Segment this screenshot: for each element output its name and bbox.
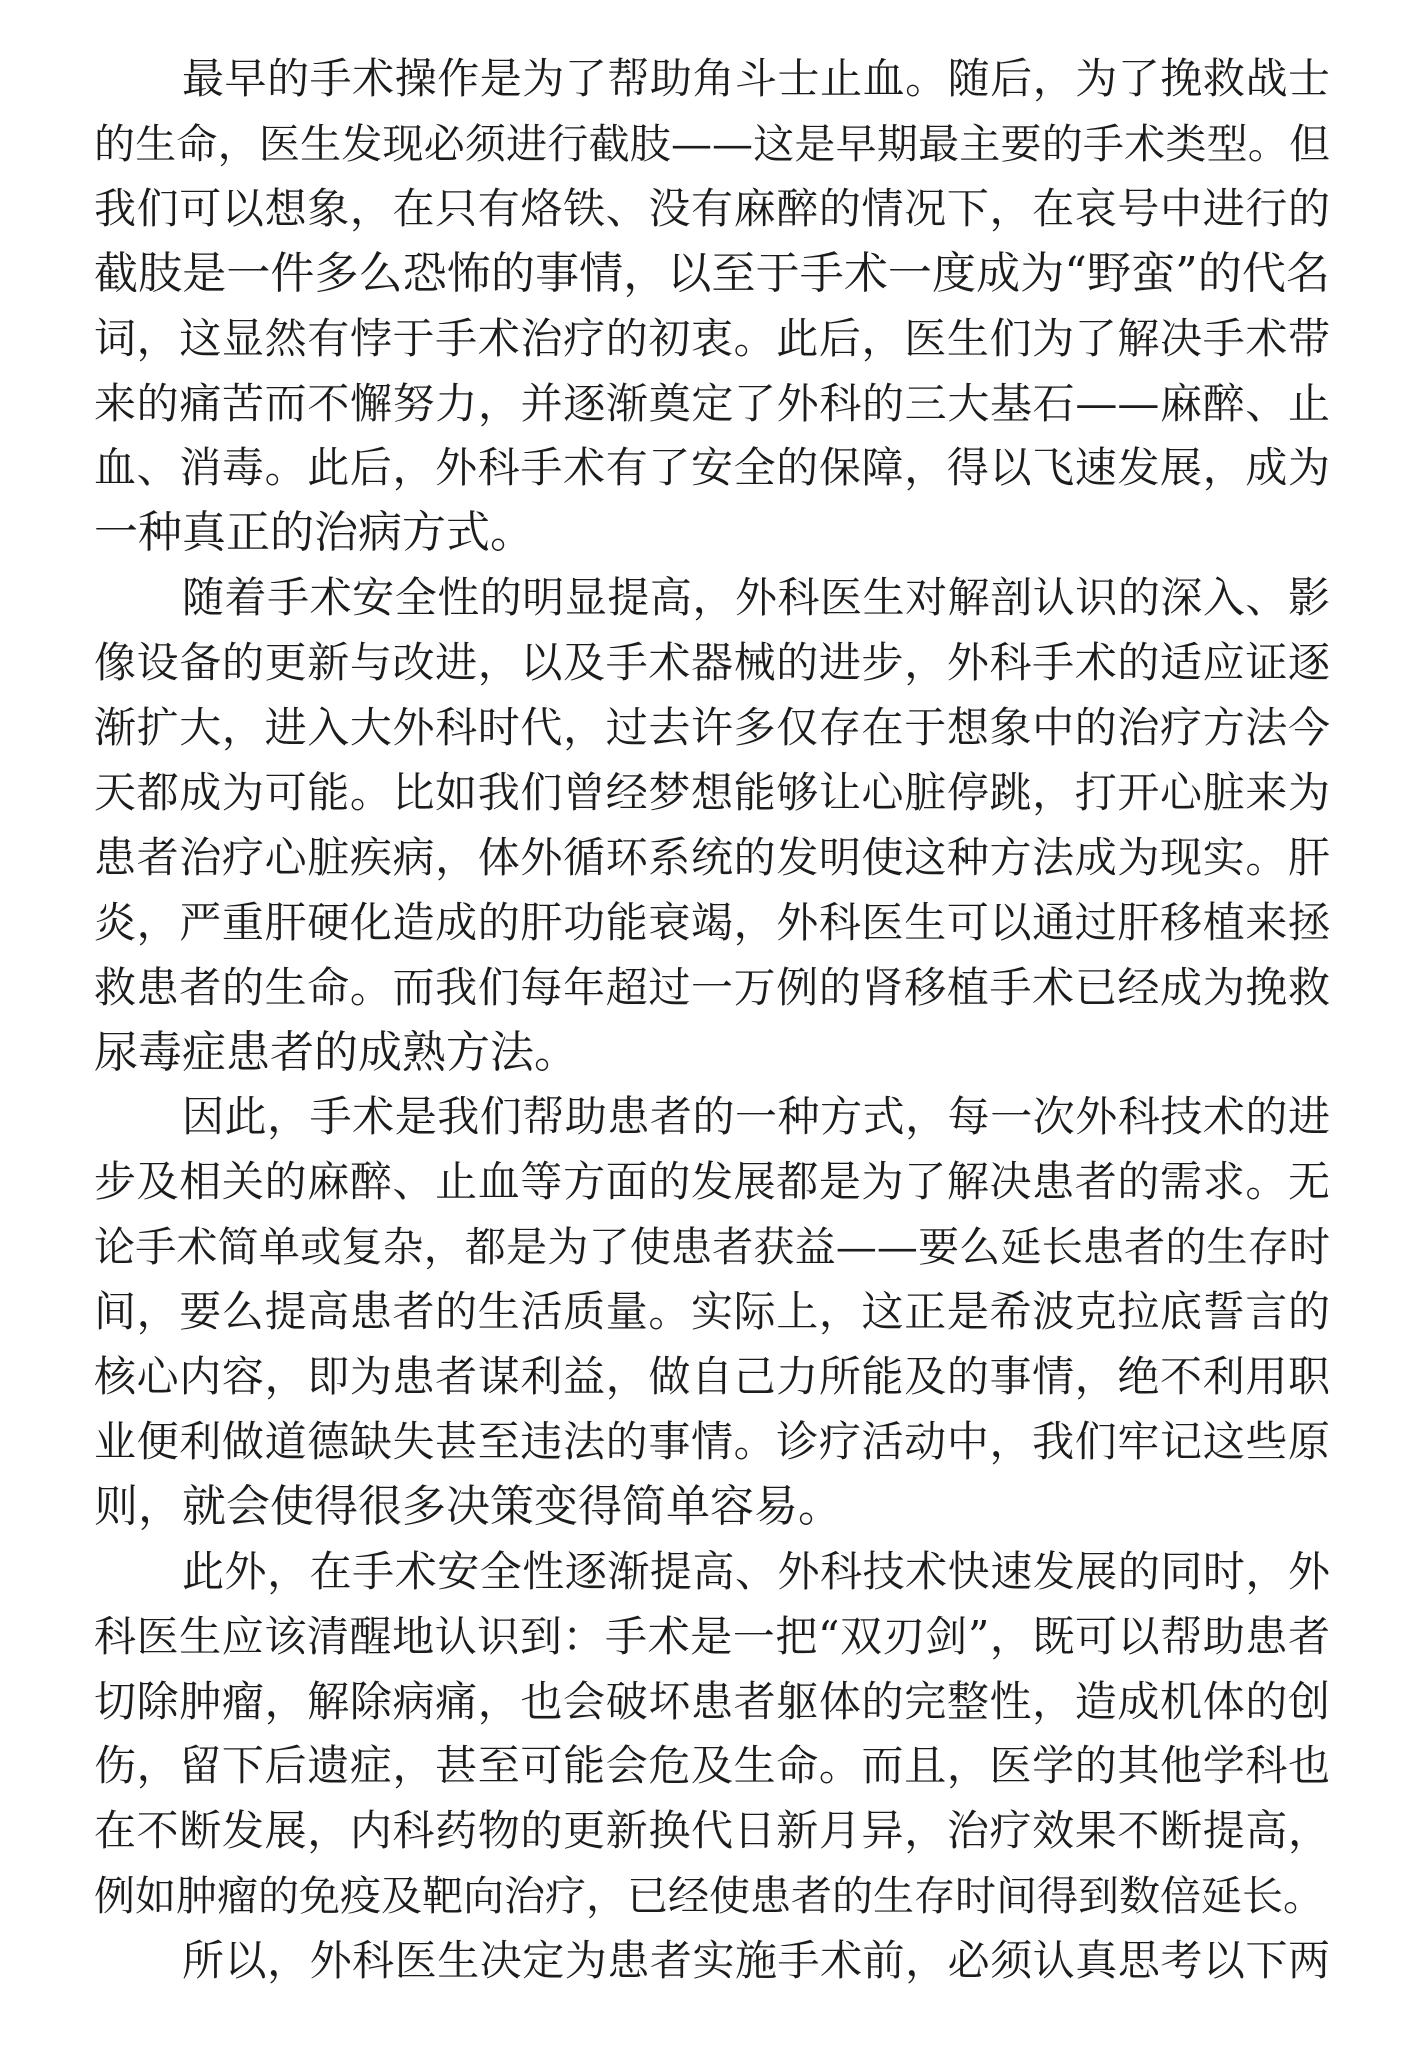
paragraph-3-line-6: 业便利做道德缺失甚至违法的事情。诊疗活动中，我们牢记这些原 — [94, 1417, 1330, 1466]
paragraph-4-line-4: 伤，留下后遗症，甚至可能会危及生命。而且，医学的其他学科也 — [94, 1741, 1330, 1790]
paragraph-1-line-1: 最早的手术操作是为了帮助角斗士止血。随后，为了挽救战士 — [182, 54, 1330, 103]
paragraph-1-line-7: 血、消毒。此后，外科手术有了安全的保障，得以飞速发展，成为 — [94, 443, 1330, 492]
paragraph-3-line-5: 核心内容，即为患者谋利益，做自己力所能及的事情，绝不利用职 — [94, 1352, 1330, 1401]
paragraph-4-line-5: 在不断发展，内科药物的更新换代日新月异，治疗效果不断提高， — [94, 1806, 1330, 1855]
paragraph-5-line-1: 所以，外科医生决定为患者实施手术前，必须认真思考以下两 — [182, 1936, 1330, 1985]
paragraph-3-line-1: 因此，手术是我们帮助患者的一种方式，每一次外科技术的进 — [182, 1092, 1330, 1141]
paragraph-4-line-2: 科医生应该清醒地认识到：手术是一把“双刃剑”，既可以帮助患者 — [94, 1612, 1330, 1661]
paragraph-1-line-4: 截肢是一件多么恐怖的事情，以至于手术一度成为“野蛮”的代名 — [94, 248, 1330, 299]
paragraph-2-line-5: 患者治疗心脏疾病，体外循环系统的发明使这种方法成为现实。肝 — [94, 833, 1330, 882]
paragraph-1-line-8: 一种真正的治病方式。 — [94, 507, 534, 558]
paragraph-1-line-5: 词，这显然有悖于手术治疗的初衷。此后，医生们为了解决手术带 — [94, 314, 1330, 363]
paragraph-2-line-6: 炎，严重肝硬化造成的肝功能衰竭，外科医生可以通过肝移植来拯 — [94, 898, 1330, 947]
paragraph-2-line-2: 像设备的更新与改进，以及手术器械的进步，外科手术的适应证逐 — [94, 638, 1330, 687]
paragraph-4-line-1: 此外，在手术安全性逐渐提高、外科技术快速发展的同时，外 — [182, 1547, 1330, 1596]
paragraph-1-line-6: 来的痛苦而不懈努力，并逐渐奠定了外科的三大基石——麻醉、止 — [94, 379, 1330, 428]
paragraph-3-line-7: 则，就会使得很多决策变得简单容易。 — [94, 1481, 842, 1532]
paragraph-2-line-7: 救患者的生命。而我们每年超过一万例的肾移植手术已经成为挽救 — [94, 963, 1330, 1012]
paragraph-3-line-2: 步及相关的麻醉、止血等方面的发展都是为了解决患者的需求。无 — [94, 1157, 1330, 1206]
paragraph-1-line-2: 的生命，医生发现必须进行截肢——这是早期最主要的手术类型。但 — [94, 120, 1330, 168]
paragraph-1-line-3: 我们可以想象，在只有烙铁、没有麻醉的情况下，在哀号中进行的 — [94, 184, 1330, 233]
paragraph-2-line-1: 随着手术安全性的明显提高，外科医生对解剖认识的深入、影 — [182, 573, 1330, 622]
paragraph-4-line-3: 切除肿瘤，解除病痛，也会破坏患者躯体的完整性，造成机体的创 — [94, 1677, 1330, 1726]
paragraph-3-line-4: 间，要么提高患者的生活质量。实际上，这正是希波克拉底誓言的 — [94, 1287, 1330, 1336]
paragraph-2-line-8: 尿毒症患者的成熟方法。 — [94, 1027, 578, 1078]
paragraph-3-line-3: 论手术简单或复杂，都是为了使患者获益——要么延长患者的生存时 — [94, 1223, 1330, 1271]
paragraph-4-line-6: 例如肿瘤的免疫及靶向治疗，已经使患者的生存时间得到数倍延长。 — [94, 1872, 1324, 1920]
paragraph-2-line-3: 渐扩大，进入大外科时代，过去许多仅存在于想象中的治疗方法今 — [94, 703, 1330, 752]
paragraph-2-line-4: 天都成为可能。比如我们曾经梦想能够让心脏停跳，打开心脏来为 — [94, 768, 1330, 817]
